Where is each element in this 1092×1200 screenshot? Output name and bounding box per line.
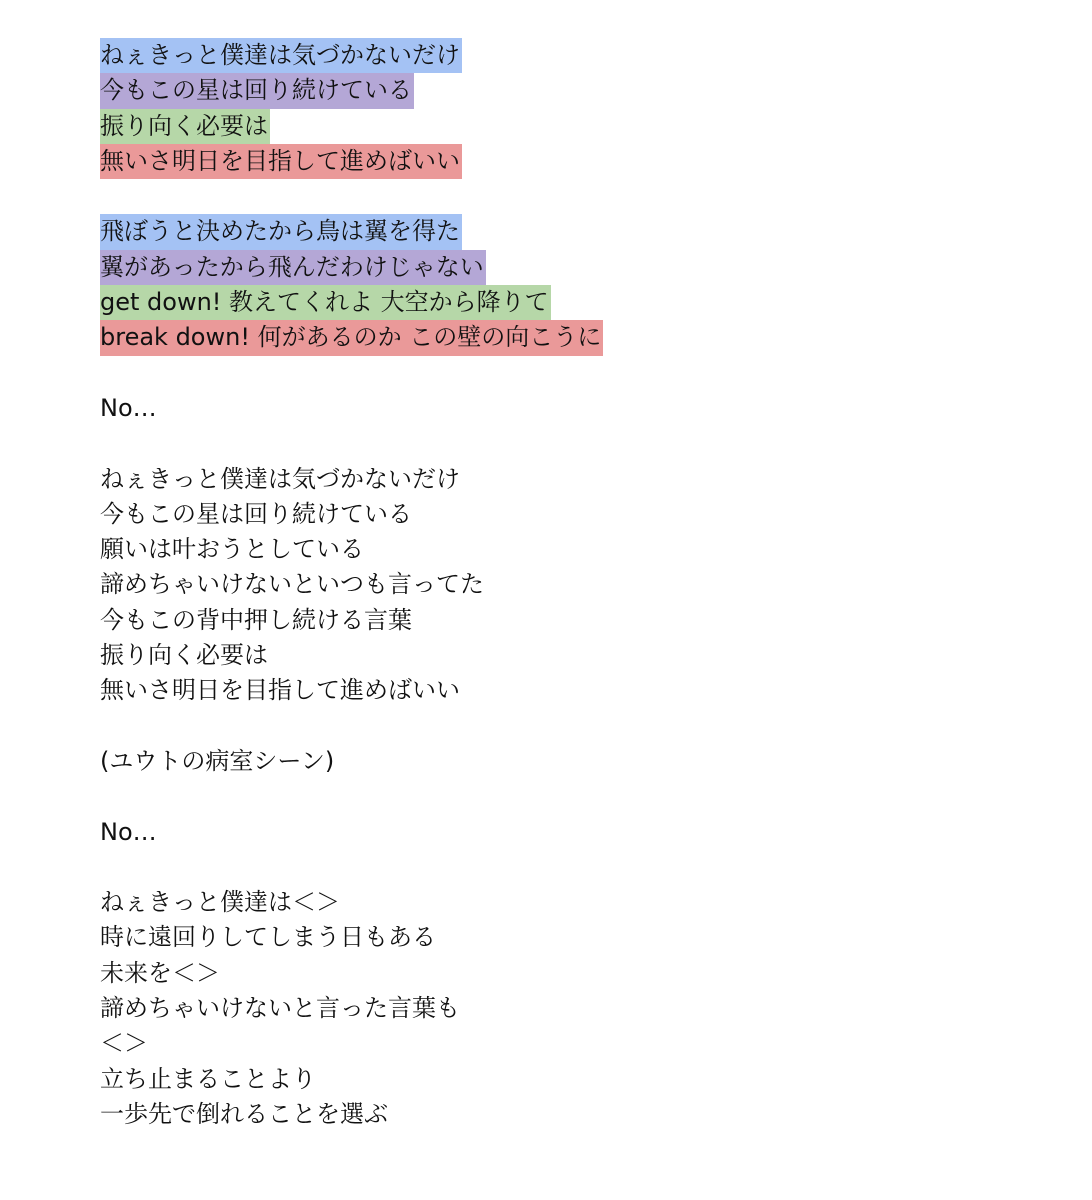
lyric-text: 諦めちゃいけないといつも言ってた (100, 570, 484, 599)
lyric-line (100, 991, 1060, 1026)
lyric-line (100, 285, 1060, 320)
lyric-line (100, 956, 1060, 991)
blank-line (100, 426, 1060, 461)
lyric-line (100, 1062, 1060, 1097)
highlighted-lyric-text: 今もこの星は回り続けている (100, 73, 414, 108)
lyric-line (100, 1097, 1060, 1132)
highlighted-lyric-text: 無いさ明日を目指して進めばいい (100, 144, 462, 179)
highlighted-lyric-text: get down! 教えてくれよ 大空から降りて (100, 285, 551, 320)
lyric-line (100, 214, 1060, 249)
lyric-text: ＜＞ (100, 1029, 148, 1058)
lyric-line (100, 920, 1060, 955)
lyric-text: ねぇきっと僕達は＜＞ (100, 888, 340, 917)
lyric-text: 諦めちゃいけないと言った言葉も (100, 994, 460, 1023)
lyric-text: No… (100, 393, 157, 422)
highlighted-lyric-text: ねぇきっと僕達は気づかないだけ (100, 38, 462, 73)
lyric-line (100, 532, 1060, 567)
lyric-text: ねぇきっと僕達は気づかないだけ (100, 464, 460, 493)
lyric-text: 立ち止まることより (100, 1064, 316, 1093)
lyric-line (100, 744, 1060, 779)
highlighted-lyric-text: break down! 何があるのか この壁の向こうに (100, 320, 603, 355)
lyric-line (100, 567, 1060, 602)
highlighted-lyric-text: 振り向く必要は (100, 109, 270, 144)
lyric-text: 無いさ明日を目指して進めばいい (100, 676, 460, 705)
lyric-text: 願いは叶おうとしている (100, 535, 364, 564)
lyric-text: 未来を＜＞ (100, 958, 220, 987)
lyrics-document (100, 38, 1060, 1132)
lyric-line (100, 1026, 1060, 1061)
lyric-line (100, 462, 1060, 497)
lyric-text: 振り向く必要は (100, 641, 268, 670)
lyric-line (100, 497, 1060, 532)
lyric-line (100, 603, 1060, 638)
lyric-line (100, 73, 1060, 108)
blank-line (100, 709, 1060, 744)
lyric-line (100, 38, 1060, 73)
lyric-text: 今もこの背中押し続ける言葉 (100, 605, 412, 634)
lyric-text: 今もこの星は回り続けている (100, 499, 412, 528)
lyric-line (100, 109, 1060, 144)
blank-line (100, 356, 1060, 391)
lyric-line (100, 673, 1060, 708)
lyric-text: 一歩先で倒れることを選ぶ (100, 1099, 388, 1128)
highlighted-lyric-text: 飛ぼうと決めたから鳥は翼を得た (100, 214, 462, 249)
lyric-text: (ユウトの病室シーン) (100, 746, 335, 775)
lyric-line (100, 250, 1060, 285)
lyric-text: 時に遠回りしてしまう日もある (100, 923, 436, 952)
lyric-line (100, 885, 1060, 920)
lyric-text: No… (100, 817, 157, 846)
lyric-line (100, 144, 1060, 179)
blank-line (100, 179, 1060, 214)
lyric-line (100, 320, 1060, 355)
lyric-line (100, 391, 1060, 426)
lyric-line (100, 638, 1060, 673)
highlighted-lyric-text: 翼があったから飛んだわけじゃない (100, 250, 486, 285)
blank-line (100, 779, 1060, 814)
blank-line (100, 850, 1060, 885)
lyric-line (100, 815, 1060, 850)
